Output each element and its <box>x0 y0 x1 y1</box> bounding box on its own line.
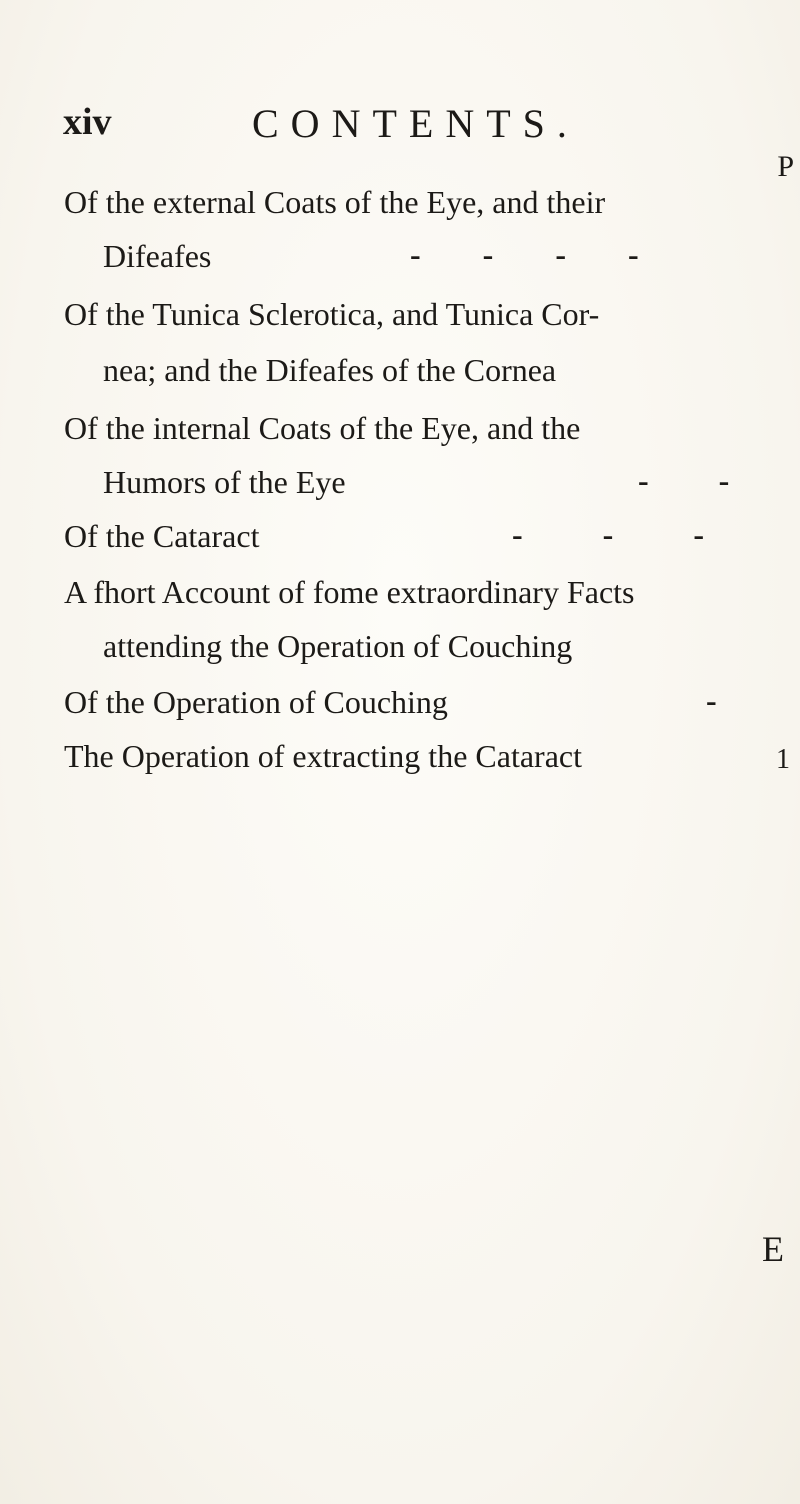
entry-line: A fhort Account of fome extraordinary Facts <box>64 574 635 610</box>
dot-leader: - - <box>638 462 730 498</box>
entry-line: Of the external Coats of the Eye, and their <box>64 184 606 220</box>
page-column-marker: P <box>777 150 794 183</box>
entry-page-number: 1 <box>776 744 790 775</box>
dot-leader: - - - <box>512 516 704 552</box>
entry-line: Of the internal Coats of the Eye, and the <box>64 410 581 446</box>
entry-line: Humors of the Eye <box>103 464 346 500</box>
dot-leader: - <box>706 682 717 718</box>
entry-line: Of the Tunica Sclerotica, and Tunica Cor- <box>64 296 600 332</box>
entry-line: The Operation of extracting the Cataract <box>64 738 582 774</box>
running-head-title: CONTENTS. <box>252 101 579 146</box>
catchword: E <box>762 1229 784 1269</box>
entry-line: Of the Cataract <box>64 518 260 554</box>
entry-line: Of the Operation of Couching <box>64 684 448 720</box>
entry-line: Difeafes <box>103 238 212 274</box>
dot-leader: - - - - <box>410 236 639 272</box>
entry-line: attending the Operation of Couching <box>103 628 573 664</box>
page-number: xiv <box>63 101 112 143</box>
entry-line: nea; and the Difeafes of the Cornea <box>103 352 557 388</box>
